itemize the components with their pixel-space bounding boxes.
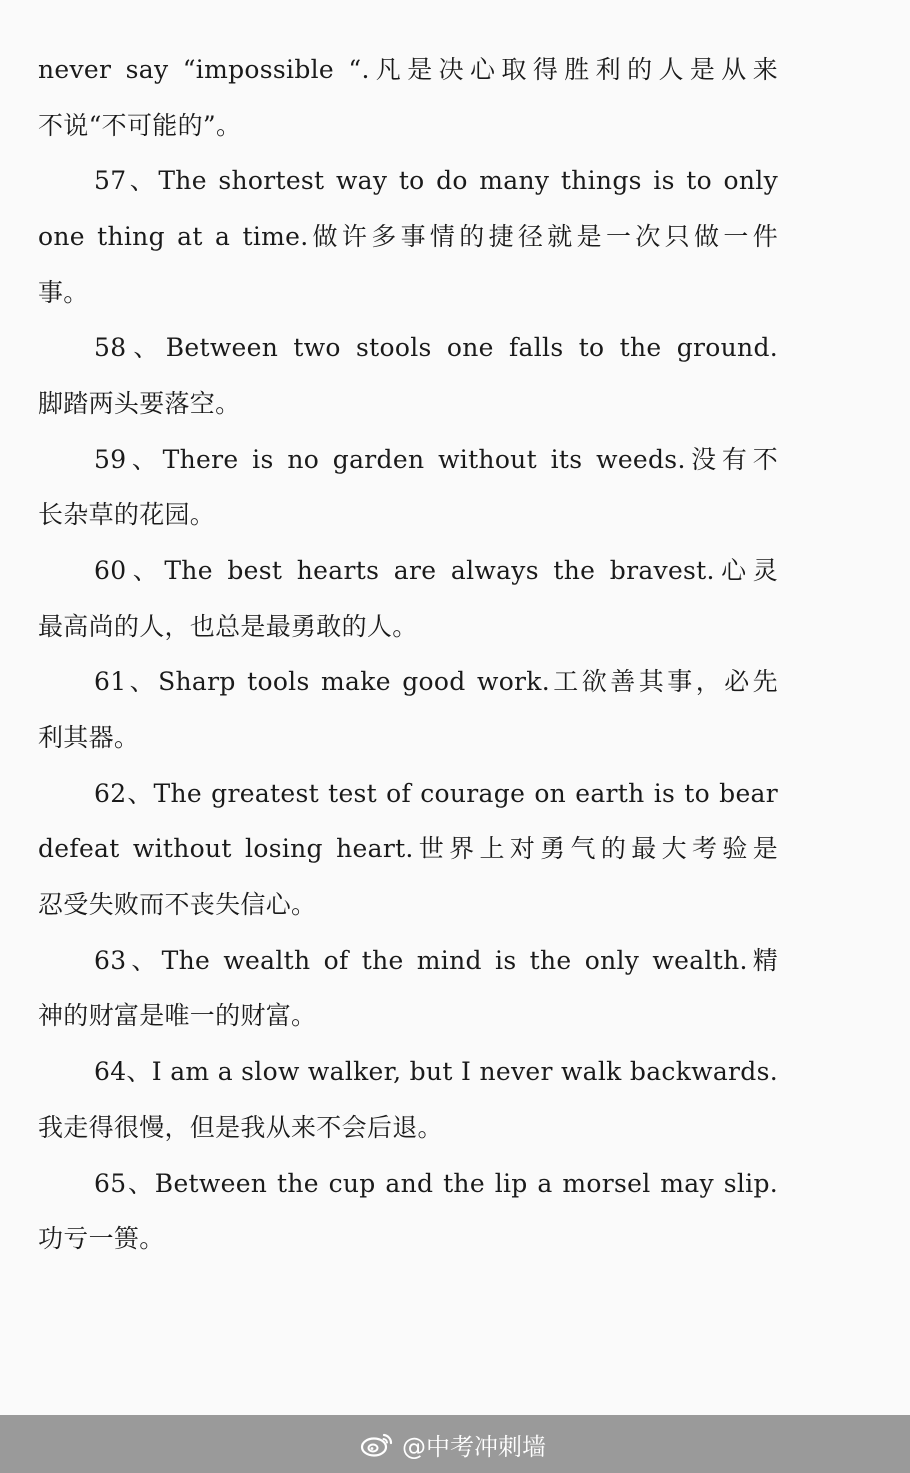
watermark-text: @中考冲刺墙: [402, 1432, 546, 1461]
text-line: 最高尚的人，也总是最勇敢的人。: [38, 612, 418, 641]
text-line: 神的财富是唯一的财富。: [38, 1001, 317, 1030]
entry-61-line: 61、Sharp tools make good work.工欲善其事，必先: [94, 667, 778, 696]
entry-65-line: 65、Between the cup and the lip a morsel may slip.: [94, 1169, 778, 1198]
text-line: defeat without losing heart.世界上对勇气的最大考验是: [38, 834, 778, 863]
entry-64-line: 64、I am a slow walker, but I never walk backwards.: [94, 1057, 778, 1086]
entry-58-line: 58、Between two stools one falls to the ground.: [94, 333, 778, 362]
entry-63-line: 63、The wealth of the mind is the only wealth.精: [94, 946, 778, 975]
text-line: 功亏一篑。: [38, 1224, 165, 1253]
text-line: 利其器。: [38, 723, 140, 752]
watermark: [360, 1428, 546, 1460]
entry-62-line: 62、The greatest test of courage on earth is to bear: [94, 779, 778, 808]
text-line: 忍受失败而不丧失信心。: [38, 890, 317, 919]
entry-59-line: 59、There is no garden without its weeds.没有不: [94, 445, 778, 474]
text-line: 事。: [38, 278, 89, 307]
text-line: 不说“不可能的”。: [38, 111, 242, 140]
weibo-icon: [360, 1431, 394, 1457]
text-line: 我走得很慢，但是我从来不会后退。: [38, 1113, 443, 1142]
text-line: 长杂草的花园。: [38, 500, 216, 529]
text-line: never say “impossible “.凡是决心取得胜利的人是从来: [38, 55, 778, 84]
text-line: 脚踏两头要落空。: [38, 389, 241, 418]
text-line: one thing at a time.做许多事情的捷径就是一次只做一件: [38, 222, 778, 251]
entry-60-line: 60、The best hearts are always the bravest.心灵: [94, 556, 778, 585]
entry-57-line: 57、The shortest way to do many things is to only: [94, 166, 778, 195]
